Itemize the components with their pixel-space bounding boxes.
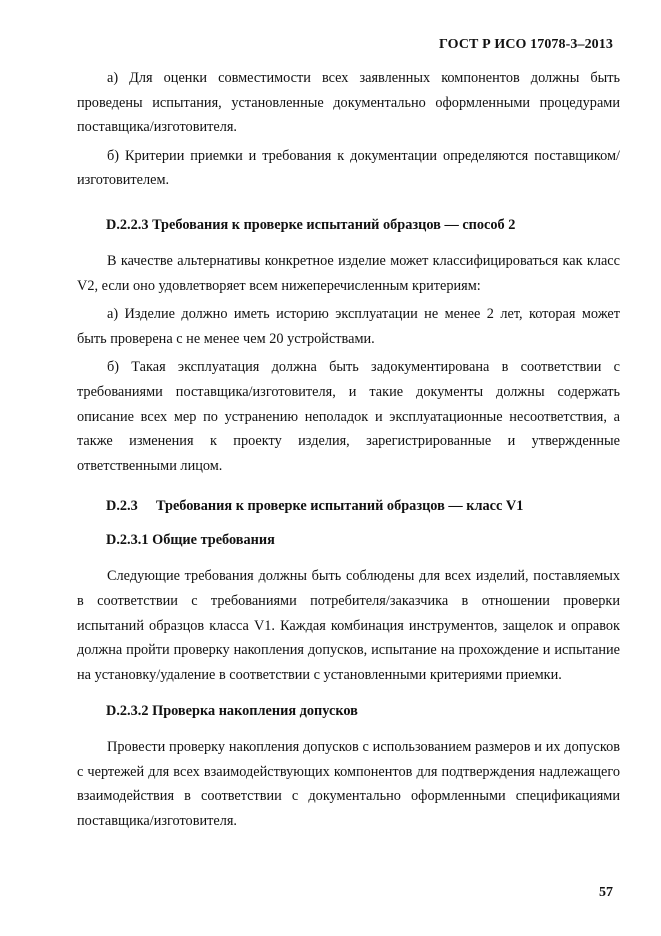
section-title: Требования к проверке испытаний образцов — класс V1 [156,498,524,515]
paragraph-item-a-history: а) Изделие должно иметь историю эксплуатации не менее 2 лет, которая может быть проверена с не менее чем 20 устройствами. [77,306,620,347]
document-standard-header: ГОСТ Р ИСО 17078-3–2013 [439,37,613,52]
section-heading-d2-3 [77,494,620,518]
paragraph-item-b-documentation: б) Такая эксплуатация должна быть задокументирована в соответствии с требованиями поставщика/изготовителя, и такие документы должны содержать описание всех мер по устранению неполадок и эксплуатационные несоответствия, а также изменения к проекту изделия, зарегистрированные и утвержденные ответственными лицом. [77,359,620,474]
paragraph-alternative-class-v2: В качестве альтернативы конкретное изделие может классифицироваться как класс V2, если оно удовлетворяет всем нижеперечисленным критериям: [77,252,620,294]
section-heading-d2-3-2: D.2.3.2 Проверка накопления допусков [106,703,358,720]
paragraph-item-a-compatibility: а) Для оценки совместимости всех заявленных компонентов должны быть проведены испытания, установленные документально оформленными процедурами поставщика/изготовителя. [77,70,620,136]
section-heading-d2-2-3: D.2.2.3 Требования к проверке испытаний образцов — способ 2 [106,216,516,233]
page-number: 57 [599,885,613,900]
section-number: D.2.3 [106,498,138,515]
paragraph-item-b-acceptance: б) Критерии приемки и требования к документации определяются поставщиком/изготовителем. [77,147,620,189]
document-body [77,66,620,834]
paragraph-tolerance-check: Провести проверку накопления допусков с использованием размеров и их допусков с чертежей для всех взаимодействующих компонентов для подтверждения надлежащего взаимодействия в соответствии с документально оформленными спецификациями поставщика/изготовителя. [77,739,620,830]
paragraph-general-requirements: Следующие требования должны быть соблюдены для всех изделий, поставляемых в соответствии с требованиями потребителя/заказчика в отношении проверки испытаний образцов класса V1. Каждая комбинация инструментов, защелок и оправок должна пройти проверку накопления допусков, испытание на прохождение и испытание на установку/удаление в соответствии с установленными критериями приемки. [77,568,620,683]
section-heading-d2-3-1: D.2.3.1 Общие требования [106,532,275,549]
